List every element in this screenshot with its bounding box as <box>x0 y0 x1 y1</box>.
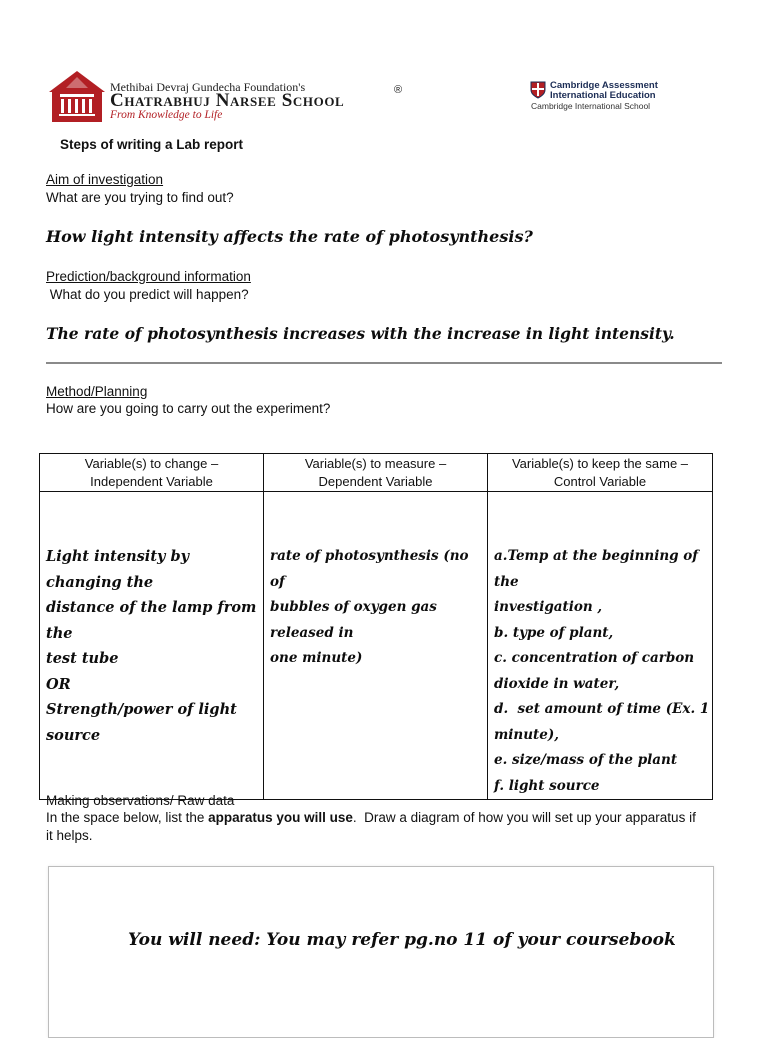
independent-line: test tube <box>46 650 119 667</box>
table-row <box>40 492 713 800</box>
observations-heading: Making observations/ Raw data <box>46 793 235 808</box>
page-title: Steps of writing a Lab report <box>60 137 244 152</box>
control-line: c. concentration of carbon <box>494 650 695 666</box>
header-dependent-line1: Variable(s) to measure – <box>304 456 447 471</box>
header-dependent-line2: Dependent Variable <box>318 474 433 489</box>
header-independent-line1: Variable(s) to change – <box>84 456 219 471</box>
registered-mark: ® <box>394 84 403 96</box>
apparatus-box <box>48 866 714 1038</box>
cell-dependent <box>264 492 488 800</box>
cell-independent <box>40 492 264 800</box>
dependent-line: one minute) <box>270 650 363 666</box>
control-line: e. size/mass of the plant <box>494 752 678 768</box>
prediction-prompt: What do you predict will happen? <box>46 287 249 302</box>
header-dependent <box>264 454 488 492</box>
cambridge-line-1: Cambridge Assessment <box>550 80 658 91</box>
foundation-name: Methibai Devraj Gundecha Foundation's <box>110 80 306 94</box>
school-tagline: From Knowledge to Life <box>110 109 223 121</box>
table-header-row <box>40 454 713 492</box>
instruction-text-1: In the space below, list the <box>46 810 209 825</box>
dependent-line: rate of photosynthesis (no of <box>270 548 469 590</box>
observations-instruction <box>46 810 736 825</box>
control-line: d. set amount of time (Ex. 1 <box>494 701 710 717</box>
control-line: minute), <box>494 726 559 743</box>
header-control-line2: Control Variable <box>553 474 647 489</box>
dependent-line: bubbles of oxygen gas released in <box>270 599 437 641</box>
instruction-bold: apparatus you will use <box>208 810 353 825</box>
header-control <box>488 454 713 492</box>
control-line: f. light source <box>494 777 600 794</box>
aim-answer: How light intensity affects the rate of photosynthesis? <box>46 227 533 246</box>
control-line: b. type of plant, <box>494 624 614 641</box>
control-line: a.Temp at the beginning of the <box>494 548 699 590</box>
cambridge-line-3: Cambridge International School <box>531 101 651 111</box>
instruction-text-2: . Draw a diagram of how you will set up your apparatus if <box>352 810 696 825</box>
school-name: Chatrabhuj Narsee School <box>110 90 345 111</box>
control-line: investigation , <box>494 599 603 615</box>
independent-line: distance of the lamp from the <box>46 599 257 642</box>
school-emblem-icon <box>48 70 106 124</box>
variables-table <box>39 453 713 800</box>
header-control-line1: Variable(s) to keep the same – <box>511 456 689 471</box>
independent-line: OR <box>46 675 71 693</box>
aim-prompt: What are you trying to find out? <box>46 190 234 205</box>
prediction-heading: Prediction/background information <box>46 269 251 284</box>
apparatus-answer: You will need: You may refer pg.no 11 of your coursebook <box>128 930 676 950</box>
prediction-answer: The rate of photosynthesis increases with the increase in light intensity. <box>46 324 675 343</box>
independent-line: Strength/power of light source <box>46 701 237 744</box>
method-prompt: How are you going to carry out the experiment? <box>46 401 331 416</box>
divider-rule <box>46 362 722 364</box>
independent-line: Light intensity by changing the <box>46 548 190 591</box>
control-line: dioxide in water, <box>494 675 620 692</box>
method-heading: Method/Planning <box>46 384 148 399</box>
aim-heading: Aim of investigation <box>46 172 164 187</box>
cell-control <box>488 492 713 800</box>
header-independent <box>40 454 264 492</box>
header-independent-line2: Independent Variable <box>90 474 213 489</box>
cambridge-shield-icon <box>530 81 546 99</box>
observations-instruction-line2: it helps. <box>46 828 93 843</box>
cambridge-line-2: International Education <box>550 90 656 101</box>
